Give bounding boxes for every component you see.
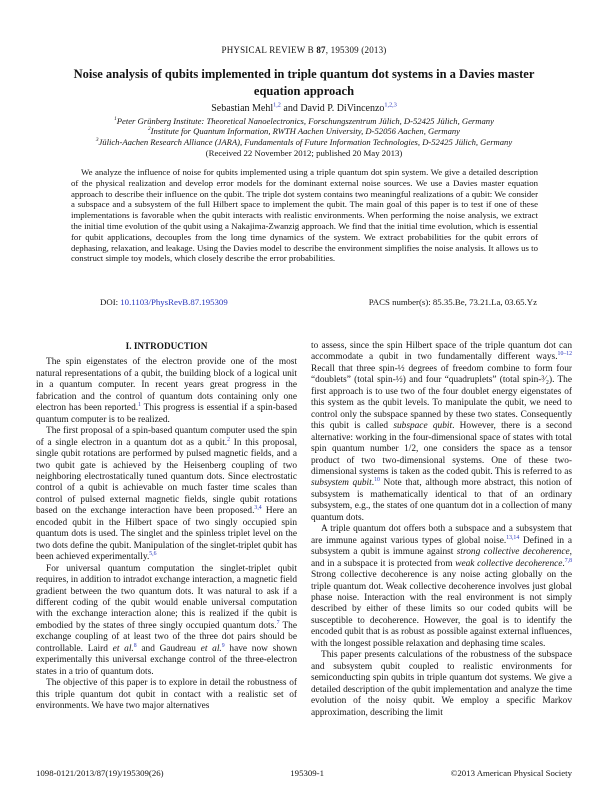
- section-heading-introduction: I. INTRODUCTION: [125, 341, 208, 351]
- reference-link[interactable]: 1,2: [273, 101, 281, 109]
- text: The first proposal of a spin-based quantum computer used the spin of a single electron in a quantum dot as a qubit.: [36, 426, 297, 448]
- paragraph: [36, 564, 297, 679]
- text: .: [562, 558, 565, 569]
- text: Note that, although more abstract, this notion of subsystem is mathematically identical to that of an ordinary subsystem, e.g., the states of one quantum dot in a collection of many quantum dots.: [311, 478, 572, 523]
- paragraph: [311, 650, 572, 719]
- doi-link[interactable]: 10.1103/PhysRevB.87.195309: [120, 297, 228, 307]
- body-columns: [36, 341, 572, 719]
- reference-link[interactable]: 9: [221, 642, 225, 649]
- paragraph: [311, 524, 572, 650]
- affiliation: [0, 137, 608, 147]
- text: DOI:: [100, 297, 121, 307]
- emphasis-text: strong collective decoherence: [456, 547, 570, 558]
- text: The exchange coupling of at least two of the three dot pairs should be controllable. Laird: [36, 620, 297, 654]
- emphasis-text: subsystem qubit: [311, 478, 372, 489]
- paragraph: [311, 341, 572, 524]
- emphasis-text: et al.: [112, 643, 134, 654]
- text: For universal quantum computation the singlet-triplet qubit requires, in addition to intradot exchange interaction, a magnetic field gradient between the two quantum dots. It was natural to ask if a different coding of the qubit would enable universal computation with the exchange interaction alone; this is realized if the qubit is embodied by the states of three singly occupied quantum dots.: [36, 563, 297, 631]
- reference-link[interactable]: 10–12: [557, 351, 572, 358]
- superscript: 3: [95, 136, 99, 143]
- text: , and in a subspace it is protected from: [311, 547, 572, 569]
- right-column: [311, 341, 572, 719]
- text: and Gaudreau: [136, 643, 201, 654]
- reference-link[interactable]: 7,8: [564, 557, 572, 564]
- doi-pacs-row: [100, 297, 537, 307]
- pacs-line: PACS number(s): 85.35.Be, 73.21.La, 03.65.Yz: [368, 297, 537, 307]
- text: Institute for Quantum Information, RWTH Aachen University, D-52056 Aachen, Germany: [150, 126, 460, 137]
- reference-link[interactable]: 7: [276, 619, 280, 626]
- text: .: [371, 478, 375, 489]
- text: In this proposal, single qubit rotations are performed by pulsed magnetic fields, and a two qubit gate is achieved by the Heisenberg coupling of two neighboring electrostatically tuned quantum dots. Since electrostatic control of a qubit is achievable on much faster time scales than control of pulsed external magnetic fields, single qubit rotations based on the exchange interaction have been proposed.: [36, 437, 297, 517]
- journal-header: [0, 45, 608, 55]
- text: The spin eigenstates of the electron provide one of the most natural representations of a qubit, the building block of a logical unit in a quantum computer. In recent years great progress in the fabrication and the control of quantum dots containing only one electron has been reported.: [36, 357, 297, 414]
- text: Sebastian Mehl: [211, 103, 274, 114]
- text: . However, there is a second alternative: working in the four-dimensional space of states with total spin quantum number 1/2, one considers the space as a tensor product of two two-dimensional systems. One of these two-dimensional systems is taken as the coded qubit. This is referred to as: [311, 421, 572, 477]
- reference-link[interactable]: 2: [227, 436, 231, 443]
- authors-line: [0, 103, 608, 114]
- footer-page-number: 195309-1: [290, 768, 324, 778]
- reference-link[interactable]: 8: [133, 642, 137, 649]
- doi-line: [100, 297, 228, 307]
- bold-text: 87: [316, 45, 326, 55]
- affiliations: [0, 116, 608, 147]
- text: This progress is essential if a spin-based quantum computer is to be realized.: [36, 403, 297, 425]
- paragraph: [36, 357, 297, 426]
- reference-link[interactable]: 10: [374, 477, 380, 484]
- right-column-paragraphs: [311, 341, 572, 719]
- paragraph: [36, 678, 297, 712]
- text: PHYSICAL REVIEW B: [221, 45, 317, 55]
- text: Peter Grünberg Institute: Theoretical Nanoelectronics, Forschungszentrum Jülich, D-52425 Jülich, Germany: [116, 116, 494, 126]
- abstract: We analyze the influence of noise for qubits implemented using a triple quantum dot spin system. We give a detailed description of the physical realization and develop error models for the dominant external noise sources. We use a Davies master equation approach to describe their influence on the qubit. The triple dot system contains two meaningful realizations of a qubit: We consider a subspace and a subsystem of the full Hilbert space to implement the qubit. The main goal of this paper is to test if one of these implementations is favorable when the qubit interacts with realistic environments. When performing the noise analysis, we extract the initial time evolution of the qubit using a Nakajima-Zwanzig approach. We find that the initial time evolution, which is essential for qubit applications, decouples from the long time dynamics of the system. We extract probabilities for the qubit errors of dephasing, relaxation, and leakage. Using the Davies model to describe the environment simplifies the noise analysis. It allows us to construct simple toy models, which closely describe the error probabilities.: [71, 167, 538, 264]
- received-line: (Received 22 November 2012; published 20 May 2013): [205, 148, 403, 158]
- text: have now shown experimentally this universal exchange control of the three-electron states in a trio of quantum dots.: [36, 643, 297, 677]
- reference-link[interactable]: 1,2,3: [384, 101, 397, 109]
- superscript: 1: [114, 116, 117, 123]
- paragraph: [36, 426, 297, 563]
- text: Here an encoded qubit in the Hilbert space of two singly occupied spin quantum dots is used. The singlet and the spinless triplet level on the two dots define the qubit. Manipulation of the singlet-triplet qubit has been achieved experimentally.: [36, 506, 297, 563]
- reference-link[interactable]: 5,6: [149, 551, 157, 558]
- text: , 195309 (2013): [325, 45, 387, 55]
- reference-link[interactable]: 13,14: [506, 534, 520, 541]
- left-column-paragraphs: [36, 357, 297, 712]
- page-footer: [36, 768, 572, 778]
- emphasis-text: subspace qubit: [393, 421, 453, 432]
- text: Strong collective decoherence is any noise acting globally on the triple quantum dot. Weak collective decoherence involves just global phase noise. Interaction with the real environment is not simply described by either of these limits so our coded qubits will be susceptible to decoherence. However, the goal is to identify the encoded qubit that is as robust as possible against external influences, with the longest possible relaxation and dephasing time scales.: [311, 570, 572, 649]
- text: Defined in a subsystem a qubit is immune against: [311, 535, 572, 558]
- emphasis-text: weak collective decoherence: [455, 558, 563, 569]
- paper-title: Noise analysis of qubits implemented in triple quantum dot systems in a Davies master equation approach: [73, 67, 535, 98]
- affiliation: [0, 126, 608, 136]
- emphasis-text: et al.: [200, 643, 222, 654]
- text: to assess, since the spin Hilbert space of the triple quantum dot can accommodate a qubit in two fundamentally different ways.: [311, 341, 572, 363]
- text: and David P. DiVincenzo: [280, 103, 385, 114]
- text: Jülich-Aachen Research Alliance (JARA), Fundamentals of Future Information Technologies, D-52425 Jülich, Germany: [98, 136, 513, 147]
- affiliation: [0, 116, 608, 126]
- superscript: 2: [147, 126, 151, 133]
- footer-issn-code: 1098-0121/2013/87(19)/195309(26): [36, 768, 164, 778]
- text: This paper presents calculations of the robustness of the subspace and subsystem qubit coupled to realistic environments for semiconducting spin qubits in triple quantum dot systems. We give a detailed description of the qubit implementation and analyze the time evolution of the noisy qubit. We employ a specific Markov approximation, describing the limit: [311, 650, 572, 718]
- reference-link[interactable]: 3,4: [254, 505, 262, 512]
- left-column: [36, 341, 297, 719]
- text: A triple quantum dot offers both a subspace and a subsystem that are immune against various types of global noise.: [311, 524, 572, 546]
- text: Recall that three spin-½ degrees of freedom combine to form four “doublets” (total spin-½) and four “quadruplets” (total spin-³⁄₂). The first approach is to use two of the four doublet energy eigenstates of this system as the qubit levels. To manipulate the qubit, we need to control only the subspace spanned by these two states. Consequently this qubit is called: [311, 363, 572, 432]
- reference-link[interactable]: 1: [138, 402, 141, 409]
- footer-copyright: ©2013 American Physical Society: [450, 768, 572, 778]
- text: The objective of this paper is to explore in detail the robustness of this triple quantum dot qubit in contact with a realistic set of environments. We have two major alternatives: [36, 678, 297, 712]
